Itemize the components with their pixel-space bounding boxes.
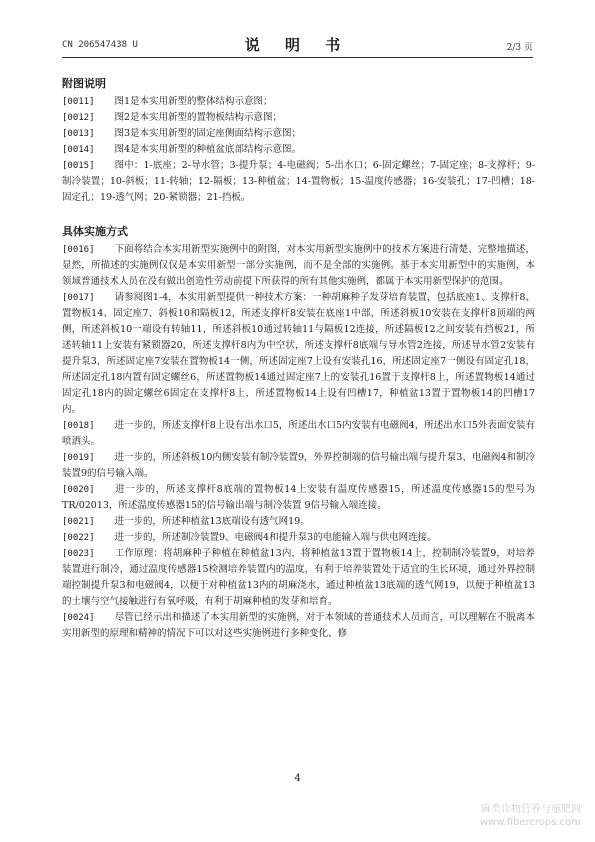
paragraph <box>62 94 535 110</box>
paragraph-text: 图1是本实用新型的整体结构示意图； <box>114 96 273 107</box>
paragraph <box>62 482 535 514</box>
paragraph <box>62 158 535 206</box>
paragraph-number: [0019] <box>62 453 95 463</box>
figures-list <box>62 94 535 206</box>
paragraph-number: [0011] <box>62 97 95 107</box>
watermark-title: 麻类作物营养与施肥网 <box>481 804 581 815</box>
embodiments-list <box>62 242 535 642</box>
paragraph-number: [0015] <box>62 161 95 171</box>
paragraph-text: 下面将结合本实用新型实施例中的附图，对本实用新型实施例中的技术方案进行清楚、完整地描述，显然，所描述的实施例仅仅是本实用新型一部分实施例，而不是全部的实施例。基于本实用新型中的实施例，本领域普通技术人员在没有做出创造性劳动前提下所获得的所有其他实施例，都属于本实用新型保护的范围。 <box>62 244 535 287</box>
paragraph <box>62 546 535 610</box>
paragraph-number: [0018] <box>62 421 95 431</box>
page-header <box>62 34 533 54</box>
paragraph <box>62 142 535 158</box>
paragraph <box>62 610 535 642</box>
page-info: 2/3 页 <box>506 43 533 53</box>
paragraph <box>62 450 535 482</box>
paragraph-text: 尽管已经示出和描述了本实用新型的实施例，对于本领域的普通技术人员而言，可以理解在不脱离本实用新型的原理和精神的情况下可以对这些实施例进行多种变化、修 <box>62 612 535 639</box>
watermark-url: www.fibercrops.com <box>479 817 581 828</box>
paragraph-number: [0023] <box>62 549 95 559</box>
paragraph-number: [0013] <box>62 129 95 139</box>
figures-section-title: 附图说明 <box>62 77 106 90</box>
paragraph <box>62 242 535 290</box>
paragraph <box>62 290 535 418</box>
paragraph-text: 图3是本实用新型的固定座侧面结构示意图； <box>114 128 302 139</box>
page-number: 4 <box>294 773 301 784</box>
watermark <box>480 803 581 829</box>
paragraph-number: [0014] <box>62 145 95 155</box>
document-title: 说 明 书 <box>244 36 351 54</box>
paragraph <box>62 514 535 530</box>
paragraph-text: 工作原理：将胡麻种子种植在种植盆13内，将种植盆13置于置物板14上，控制制冷装置9，对培养装置进行制冷，通过温度传感器15检测培养装置内的温度，有利于培养装置处于适宜的生长环境，通过外界控制端控制提升泵3和电磁阀4，以便于对种植盆13内的胡麻浇水，通过种植盆13底端的透气网19，以便于种植盆13的土壤与空气接触进行有氧呼吸，有利于胡麻种植的发芽和培育。 <box>62 548 535 607</box>
paragraph <box>62 126 535 142</box>
paragraph-number: [0021] <box>62 517 95 527</box>
paragraph <box>62 110 535 126</box>
paragraph <box>62 418 535 450</box>
paragraph-text: 进一步的，所述斜板10内侧安装有制冷装置9，外界控制端的信号输出端与提升泵3、电磁阀4和制冷装置9的信号输入端。 <box>62 452 535 479</box>
paragraph-text: 进一步的，所述支撑杆8上设有出水口5，所述出水口5内安装有电磁阀4，所述出水口5外表面安装有喷洒头。 <box>62 420 535 447</box>
header-divider <box>62 57 533 58</box>
paragraph-text: 进一步的，所述支撑杆8底端的置物板14上安装有温度传感器15，所述温度传感器15的型号为TR/02013，所述温度传感器15的信号输出端与制冷装置 9信号输入端连接。 <box>62 484 535 511</box>
embodiment-section-title: 具体实施方式 <box>62 225 128 238</box>
paragraph-number: [0022] <box>62 533 95 543</box>
paragraph-text: 图4是本实用新型的种植盆底部结构示意图。 <box>114 144 302 155</box>
paragraph-number: [0012] <box>62 113 95 123</box>
paragraph-number: [0020] <box>62 485 95 495</box>
paragraph-text: 请参阅图1-4，本实用新型提供一种技术方案：一种胡麻种子发芽培育装置，包括底座1、支撑杆8、置物板14、固定座7、斜板10和隔板12，所述支撑杆8安装在底座1中部，所述斜板10安装在支撑杆8顶端的两侧，所述斜板10一端设有转轴11，所述斜板10通过转轴11与隔板12连接，所述隔板12之间安装有挡板21，所述转轴11上安装有紧锁器20，所述支撑杆8内为中空状，所述支撑杆8底端与导水管2连接，所述导水管2安装有提升泵3，所述固定座7安装在置物板14一侧，所述固定座7上设有安装孔16，所述固定座7一侧设有固定孔18，所述固定孔18内置有固定螺丝6，所述置物板14通过固定座7上的安装孔16置于支撑杆8上，所述置物板14通过固定孔18内的固定螺丝6固定在支撑杆8上，所述置物板14上设有凹槽17，种植盆13置于置物板14的凹槽17内。 <box>62 292 535 415</box>
paragraph-text: 进一步的，所述种植盆13底端设有透气网19。 <box>114 516 310 527</box>
paragraph-number: [0017] <box>62 293 95 303</box>
paragraph-number: [0024] <box>62 613 95 623</box>
paragraph-number: [0016] <box>62 245 95 255</box>
paragraph-text: 进一步的，所述制冷装置9、电磁阀4和提升泵3的电能输入端与供电网连接。 <box>114 532 437 543</box>
document-number: CN 206547438 U <box>62 40 138 50</box>
document-body <box>62 76 535 642</box>
paragraph <box>62 530 535 546</box>
paragraph-text: 图中：1-底座；2-导水管；3-提升泵；4-电磁阀；5-出水口；6-固定螺丝；7-固定座；8-支撑杆；9-制冷装置；10-斜板；11-转轴；12-隔板；13-种植盆；14-置物板；15-温度传感器；16-安装孔；17-凹槽；18-固定孔；19-透气网；20-紧锁器；21-挡板。 <box>62 160 535 203</box>
paragraph-text: 图2是本实用新型的置物板结构示意图； <box>114 112 283 123</box>
